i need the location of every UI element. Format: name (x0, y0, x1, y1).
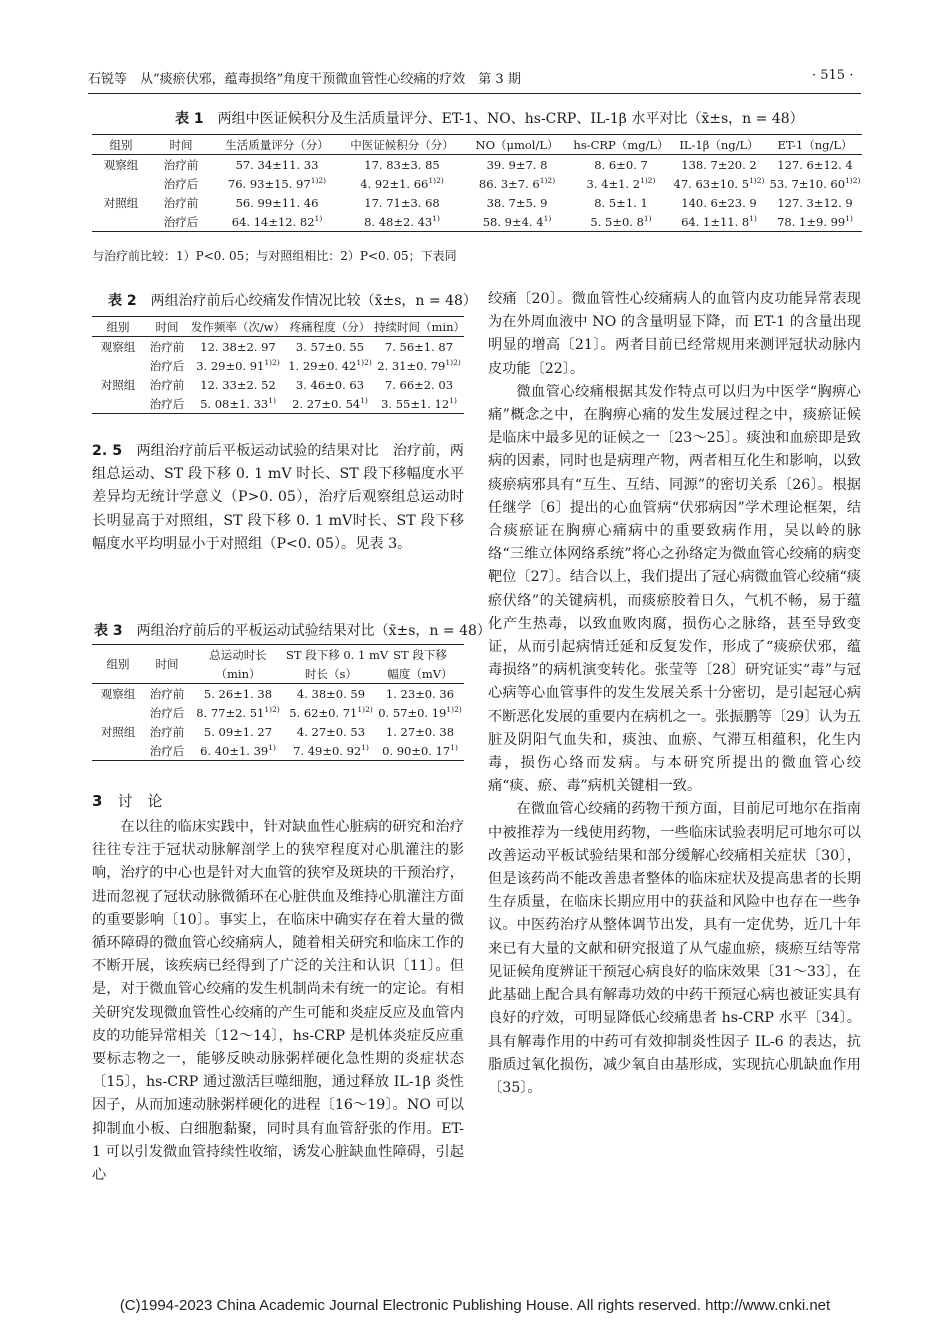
table-cell (670, 193, 768, 212)
significance-marker: 1) (845, 213, 853, 223)
cell-value: 86. 3±7. 6 (478, 176, 540, 191)
cell-value: 53. 7±10. 60 (769, 176, 846, 191)
significance-marker: 1) (360, 395, 368, 405)
table-cell (376, 703, 464, 722)
cell-value: 对照组 (100, 724, 136, 739)
header-rule (88, 93, 861, 94)
cell-value: 4. 27±0. 53 (296, 724, 366, 739)
section-2-5-body: 治疗前，两组总运动、ST 段下移 0. 1 mV 时长、ST 段下移幅度水平差异均无统计学意义（P>0. 05），治疗后观察组总运动时长明显高于对照组，ST 段下移 0. 1 mV时长、ST 段下移幅度水平均明显小于对照组（P<0. 05）。见表 3。 (92, 443, 464, 552)
cell-value: 57. 34±11. 33 (235, 157, 319, 172)
cell-value: 1. 23±0. 36 (385, 686, 455, 701)
table-cell (144, 337, 190, 357)
significance-marker: 1) (543, 213, 552, 223)
table-cell (92, 375, 144, 394)
cell-value: 64. 1±11. 8 (681, 214, 750, 229)
table1-body (92, 155, 862, 232)
table2-header-cell: 组别 (92, 317, 144, 337)
significance-marker: 1)2) (357, 704, 373, 714)
table-cell (462, 193, 572, 212)
cell-value: 治疗后 (149, 358, 185, 373)
table3-body (92, 684, 464, 761)
table-cell (462, 155, 572, 175)
table-cell (92, 356, 144, 375)
cell-value: 7. 56±1. 87 (384, 339, 454, 354)
table1-header-cell: hs-CRP（mg/L） (572, 135, 670, 155)
running-header-title: 石锐等 从“痰瘀伏邪，蕴毒损络”角度干预微血管性心绞痛的疗效 第 3 期 (88, 72, 521, 87)
table-row (92, 375, 464, 394)
table-cell (92, 722, 144, 741)
table3-header-total-unit: （min） (190, 664, 286, 684)
table-cell (92, 741, 144, 761)
section-2-5-title: 两组治疗前后平板运动试验的结果对比 (136, 443, 379, 459)
table-cell (92, 684, 144, 704)
table-cell (144, 722, 190, 741)
table-cell (286, 741, 376, 761)
cell-value: 76. 93±15. 97 (227, 176, 311, 191)
cell-value: 6. 40±1. 39 (200, 743, 269, 758)
table-cell (342, 193, 462, 212)
table3-header-time: 时间 (144, 645, 190, 684)
cell-value: 5. 26±1. 38 (203, 686, 273, 701)
table1-header-cell: 生活质量评分（分） (212, 135, 342, 155)
table1-header-row (92, 135, 862, 155)
table-cell (374, 394, 464, 414)
significance-marker: 1)2) (428, 175, 444, 185)
table1-header-cell: 时间 (150, 135, 212, 155)
page-number: · 515 · (812, 68, 854, 83)
table-row (92, 741, 464, 761)
cell-value: 5. 5±0. 8 (590, 214, 644, 229)
cell-value: 5. 09±1. 27 (203, 724, 273, 739)
cell-value: 0. 57±0. 19 (378, 705, 447, 720)
cell-value: 17. 71±3. 68 (364, 195, 440, 210)
table-cell (670, 212, 768, 232)
section-3-heading (92, 790, 162, 811)
cell-value: 127. 6±12. 4 (777, 157, 853, 172)
table3-header-total: 总运动时长 (190, 645, 286, 665)
right-paragraph-2: 微血管心绞痛根据其发作特点可以归为中医学“胸痹心痛”概念之中，在胸痹心痛的发生发展过程之中，痰瘀证候是临床中最多见的证候之一〔23～25〕。痰浊和血瘀即是致病的因素，同时也是病理产物，两者相互化生和影响，以致痰瘀病邪具有“互生、互结、同源”的密切关系〔26〕。根据任继学〔6〕提出的心血管病“伏邪病因”学术理论框架，结合痰瘀证在胸痹心痛病中的重要致病作用，吴以岭的脉络“三维立体网络系统”将心之孙络定为微血管心绞痛的病变靶位〔27〕。结合以上，我们提出了冠心病微血管心绞痛“痰瘀伏络”的关键病机，而痰瘀胶着日久，气机不畅，易于蕴化产生热毒，以致血败肉腐，损伤心之脉络，甚至导致变证，从而引起病情迁延和反复发作，形成了“痰瘀伏邪，蕴毒损络”的病机演变转化。张莹等〔28〕研究证实“毒”与冠心病等心血管事件的发生发展关系十分密切，是引起冠心病不断恶化发展的重要内在病机之一。张振鹏等〔29〕认为五脏及阴阳气血失和，痰浊、血瘀、气滞互相蕴积，化生内毒，损伤心络而发病。与本研究所提出的微血管心绞痛“痰、瘀、毒”病机关键相一致。 (488, 383, 861, 795)
cell-value: 治疗前 (149, 377, 185, 392)
cell-value: 138. 7±20. 2 (681, 157, 757, 172)
cell-value: 140. 6±23. 9 (681, 195, 757, 210)
cell-value: 治疗前 (163, 157, 199, 172)
significance-marker: 1)2) (845, 175, 861, 185)
table-cell (572, 174, 670, 193)
table-cell (376, 684, 464, 704)
section-2-5-number: 2. 5 (92, 443, 123, 459)
significance-marker: 1) (449, 395, 457, 405)
table3 (92, 644, 464, 761)
cell-value: 2. 27±0. 54 (292, 396, 361, 411)
table-cell (462, 212, 572, 232)
cell-value: 5. 62±0. 71 (289, 705, 358, 720)
table-cell (212, 155, 342, 175)
discussion-paragraph-1: 在以往的临床实践中，针对缺血性心脏病的研究和治疗往往专注于冠状动脉解剖学上的狭窄程度对心肌灌注的影响，治疗的中心也是针对大血管的狭窄及斑块的干预治疗，进而忽视了冠状动脉微循环在心脏供血及维持心肌灌注方面的重要影响〔10〕。事实上，在临床中确实存在着大量的微循环障碍的微血管心绞痛病人，随着相关研究和临床工作的不断开展，该疾病已经得到了广泛的关注和认识〔11〕。但是，对于微血管心绞痛的发生机制尚未有统一的定论。有相关研究发现微血管性心绞痛的产生可能和炎症反应及血管内皮的功能异常相关〔12～14〕，hs-CRP 是机体炎症反应重要标志物之一，能够反映动脉粥样硬化急性期的炎症状态〔15〕，hs-CRP 通过激活巨噬细胞，通过释放 IL-1β 炎性因子，从而加速动脉粥样硬化的进程〔16～19〕。NO 可以抑制血小板、白细胞黏聚，同时具有血管舒张的作用。ET-1 可以引发微血管持续性收缩，诱发心脏缺血性障碍，引起心 (92, 819, 464, 1184)
cell-value: 3. 55±1. 12 (381, 396, 450, 411)
table2-header-row (92, 317, 464, 337)
section-3-number: 3 (92, 792, 103, 810)
table-cell (572, 155, 670, 175)
significance-marker: 1)2) (445, 357, 461, 367)
table-cell (286, 394, 374, 414)
table-cell (572, 212, 670, 232)
table-cell (92, 193, 150, 212)
table-cell (150, 155, 212, 175)
section-2-5 (92, 440, 464, 556)
table1 (92, 134, 862, 232)
cell-value: 对照组 (100, 377, 136, 392)
table-cell (670, 155, 768, 175)
table-cell (376, 741, 464, 761)
table-row (92, 174, 862, 193)
table-cell (374, 337, 464, 357)
table-cell (212, 174, 342, 193)
cell-value: 治疗后 (163, 176, 199, 191)
cell-value: 1. 29±0. 42 (288, 358, 357, 373)
cell-value: 治疗后 (149, 705, 185, 720)
table-cell (670, 174, 768, 193)
significance-marker: 1)2) (749, 175, 765, 185)
cell-value: 1. 27±0. 38 (385, 724, 455, 739)
table-cell (286, 703, 376, 722)
significance-marker: 1) (643, 213, 652, 223)
cell-value: 3. 29±0. 91 (196, 358, 265, 373)
table2-header-cell: 时间 (144, 317, 190, 337)
table-cell (150, 174, 212, 193)
table-cell (92, 394, 144, 414)
table-cell (92, 155, 150, 175)
table2-caption-text: 两组治疗前后心绞痛发作情况比较（x̄±s，n = 48） (150, 293, 477, 309)
table-cell (92, 174, 150, 193)
table-cell (190, 375, 286, 394)
right-paragraph-3: 在微血管心绞痛的药物干预方面，目前尼可地尔在指南中被推荐为一线使用药物，一些临床试验表明尼可地尔可以改善运动平板试验结果和部分缓解心绞痛相关症状〔30〕，但是该药尚不能改善患者整体的临床症状及提高患者的长期生存质量，在临床长期应用中的获益和风险中也存在一些争议。中医药治疗从整体调节出发，具有一定优势，近几十年来已有大量的文献和研究报道了从气虚血瘀，痰瘀互结等常见证候角度辨证干预冠心病良好的临床效果〔31～33〕，在此基础上配合具有解毒功效的中药干预冠心病也被证实具有良好的疗效，可明显降低心绞痛患者 hs-CRP 水平〔34〕。具有解毒作用的中药可有效抑制炎性因子 IL-6 的表达，抗脂质过氧化损伤，减少氧自由基形成，实现抗心肌缺血作用〔35〕。 (488, 801, 861, 1096)
significance-marker: 1) (268, 742, 276, 752)
significance-marker: 1)2) (356, 357, 372, 367)
table-cell (286, 375, 374, 394)
cell-value: 39. 9±7. 8 (486, 157, 548, 172)
table-cell (92, 337, 144, 357)
table3-caption-label: 表 3 (94, 623, 123, 639)
table-cell (376, 722, 464, 741)
cell-value: 治疗后 (149, 396, 185, 411)
table2-header-cell: 持续时间（min） (374, 317, 464, 337)
table-row (92, 155, 862, 175)
cell-value: 7. 66±2. 03 (384, 377, 454, 392)
significance-marker: 1) (450, 742, 458, 752)
cell-value: 3. 46±0. 63 (295, 377, 365, 392)
copyright-footer: (C)1994-2023 China Academic Journal Electronic Publishing House. All rights reserved. http://www.cnki.net (119, 1297, 831, 1314)
cell-value: 64. 14±12. 82 (231, 214, 315, 229)
cell-value: 观察组 (100, 686, 136, 701)
table-cell (212, 212, 342, 232)
table-cell (92, 212, 150, 232)
table2-header-cell: 疼痛程度（分） (286, 317, 374, 337)
table-row (92, 193, 862, 212)
right-paragraph-1: 绞痛〔20〕。微血管性心绞痛病人的血管内皮功能异常表现为在外周血液中 NO 的含量明显下降，而 ET-1 的含量出现明显的增高〔21〕。两者目前已经常规用来测评冠状动脉内皮功能〔22〕。 (488, 291, 861, 377)
significance-marker: 1) (361, 742, 369, 752)
table-cell (144, 703, 190, 722)
cell-value: 38. 7±5. 9 (486, 195, 548, 210)
cell-value: 47. 63±10. 5 (673, 176, 750, 191)
table-cell (342, 155, 462, 175)
table-cell (286, 722, 376, 741)
table-cell (768, 174, 862, 193)
table-cell (342, 212, 462, 232)
cell-value: 4. 38±0. 59 (296, 686, 366, 701)
table3-header-row-1 (92, 645, 464, 665)
cell-value: 8. 5±1. 1 (594, 195, 648, 210)
cell-value: 治疗前 (149, 724, 185, 739)
table-row (92, 337, 464, 357)
table-cell (190, 394, 286, 414)
table-cell (286, 337, 374, 357)
significance-marker: 1)2) (539, 175, 556, 185)
cell-value: 3. 57±0. 55 (295, 339, 365, 354)
table2-body (92, 337, 464, 414)
significance-marker: 1)2) (310, 175, 327, 185)
cell-value: 58. 9±4. 4 (482, 214, 544, 229)
table-row (92, 684, 464, 704)
significance-marker: 1)2) (264, 704, 280, 714)
table-cell (144, 394, 190, 414)
table1-caption-label: 表 1 (175, 111, 204, 127)
cell-value: 78. 1±9. 99 (777, 214, 846, 229)
significance-marker: 1)2) (640, 175, 656, 185)
cell-value: 4. 92±1. 66 (360, 176, 429, 191)
table-cell (768, 193, 862, 212)
table1-header-cell: ET-1（ng/L） (768, 135, 862, 155)
cell-value: 17. 83±3. 85 (364, 157, 440, 172)
table-cell (190, 722, 286, 741)
cell-value: 2. 31±0. 79 (377, 358, 446, 373)
table-cell (190, 684, 286, 704)
significance-marker: 1) (314, 213, 323, 223)
cell-value: 7. 49±0. 92 (293, 743, 362, 758)
cell-value: 治疗后 (163, 214, 199, 229)
table-cell (92, 703, 144, 722)
table1-header-cell: NO（μmol/L） (462, 135, 572, 155)
table-cell (190, 356, 286, 375)
significance-marker: 1)2) (446, 704, 462, 714)
table-cell (374, 375, 464, 394)
cell-value: 8. 48±2. 43 (364, 214, 433, 229)
table-cell (768, 155, 862, 175)
table1-caption (175, 108, 804, 128)
table-cell (150, 193, 212, 212)
table2-header-cell: 发作频率（次/w） (190, 317, 286, 337)
table-cell (572, 193, 670, 212)
table-cell (212, 193, 342, 212)
table-cell (342, 174, 462, 193)
table-row (92, 703, 464, 722)
significance-marker: 1) (432, 213, 440, 223)
left-column-text (92, 816, 464, 1187)
table-cell (190, 741, 286, 761)
table-row (92, 356, 464, 375)
cell-value: 5. 08±1. 33 (200, 396, 269, 411)
right-column-text (488, 288, 861, 1100)
table2-caption-label: 表 2 (108, 293, 137, 309)
table1-header-cell: 中医证候积分（分） (342, 135, 462, 155)
table-cell (144, 356, 190, 375)
table3-header-st-amp-unit: 幅度（mV） (376, 664, 464, 684)
table-cell (144, 684, 190, 704)
cell-value: 治疗前 (149, 339, 185, 354)
table-cell (144, 741, 190, 761)
table-cell (286, 356, 374, 375)
table-note: 与治疗前比较：1）P<0. 05；与对照组相比：2）P<0. 05；下表同 (92, 249, 457, 263)
table-cell (374, 356, 464, 375)
table1-header-cell: IL-1β（ng/L） (670, 135, 768, 155)
cell-value: 12. 38±2. 97 (200, 339, 276, 354)
table2 (92, 316, 464, 414)
table3-caption-text: 两组治疗前后的平板运动试验结果对比（x̄±s，n = 48） (136, 623, 491, 639)
significance-marker: 1) (749, 213, 757, 223)
significance-marker: 1)2) (264, 357, 280, 367)
cell-value: 对照组 (103, 195, 139, 210)
cell-value: 3. 4±1. 2 (586, 176, 641, 191)
table2-caption (108, 290, 477, 310)
table-cell (462, 174, 572, 193)
cell-value: 12. 33±2. 52 (200, 377, 276, 392)
table-cell (768, 212, 862, 232)
table-row (92, 394, 464, 414)
cell-value: 观察组 (100, 339, 136, 354)
section-3-title: 讨 论 (117, 792, 163, 810)
table-cell (190, 703, 286, 722)
table3-header-st-time-unit: 时长（s） (286, 664, 376, 684)
table3-header-st-amp: ST 段下移 (376, 645, 464, 665)
table3-header-group: 组别 (92, 645, 144, 684)
cell-value: 治疗前 (149, 686, 185, 701)
table-cell (286, 684, 376, 704)
cell-value: 8. 77±2. 51 (196, 705, 265, 720)
table-cell (190, 337, 286, 357)
table1-caption-text: 两组中医证候积分及生活质量评分、ET-1、NO、hs-CRP、IL-1β 水平对比（x̄±s，n = 48） (217, 111, 804, 127)
table-row (92, 722, 464, 741)
cell-value: 8. 6±0. 7 (594, 157, 648, 172)
table-cell (144, 375, 190, 394)
cell-value: 127. 3±12. 9 (777, 195, 853, 210)
cell-value: 治疗后 (149, 743, 185, 758)
cell-value: 观察组 (103, 157, 139, 172)
significance-marker: 1) (268, 395, 276, 405)
cell-value: 治疗前 (163, 195, 199, 210)
table-row (92, 212, 862, 232)
table3-caption (94, 620, 491, 640)
table3-header-st-time: ST 段下移 0. 1 mV (286, 645, 376, 665)
table-cell (150, 212, 212, 232)
table1-header-cell: 组别 (92, 135, 150, 155)
cell-value: 56. 99±11. 46 (235, 195, 319, 210)
cell-value: 0. 90±0. 17 (382, 743, 451, 758)
